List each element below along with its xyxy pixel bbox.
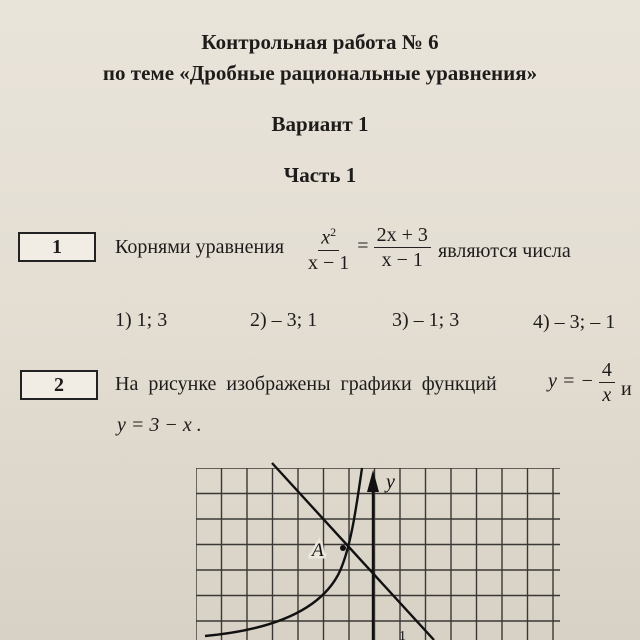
title-line-2: по теме «Дробные рациональные уравнения» xyxy=(102,61,538,85)
part-heading: Часть 1 xyxy=(283,163,357,187)
task-1-option-2[interactable]: 2) – 3; 1 xyxy=(250,309,318,331)
equals-sign: = xyxy=(357,234,369,257)
variant-heading: Вариант 1 xyxy=(271,112,369,136)
rhs-denominator: x − 1 xyxy=(381,248,423,271)
task-2-number-box: 2 xyxy=(20,370,98,400)
function-1-denominator: x xyxy=(602,384,612,406)
point-a-label: A xyxy=(312,540,324,561)
function-2-formula: y = 3 − x . xyxy=(117,414,202,436)
graph-grid xyxy=(196,468,560,640)
lhs-numerator-base: x xyxy=(321,226,331,249)
y-axis-label: y xyxy=(386,471,395,493)
tick-label-1: 1 xyxy=(399,629,406,640)
task-2-text: На рисунке изображены графики функций xyxy=(115,373,497,395)
function-1-lhs: y = − xyxy=(548,370,594,393)
task-1-option-3[interactable]: 3) – 1; 3 xyxy=(392,309,460,331)
task-2-conjunction: и xyxy=(621,378,632,400)
task-1-number-box: 1 xyxy=(18,232,96,262)
task-1-option-4[interactable]: 4) – 3; – 1 xyxy=(533,311,616,333)
function-1-numerator: 4 xyxy=(599,358,615,383)
y-axis-arrow xyxy=(367,470,379,492)
title-line-1: Контрольная работа № 6 xyxy=(201,30,439,54)
rhs-numerator: 2x + 3 xyxy=(374,223,431,248)
task-1-text: Корнями уравнения xyxy=(115,236,285,258)
lhs-numerator-exponent: 2 xyxy=(330,225,337,239)
task-1-text-after: являются числа xyxy=(438,240,571,262)
point-a-marker xyxy=(340,545,346,551)
lhs-denominator: x − 1 xyxy=(308,251,350,274)
task-1-option-1[interactable]: 1) 1; 3 xyxy=(115,309,168,331)
